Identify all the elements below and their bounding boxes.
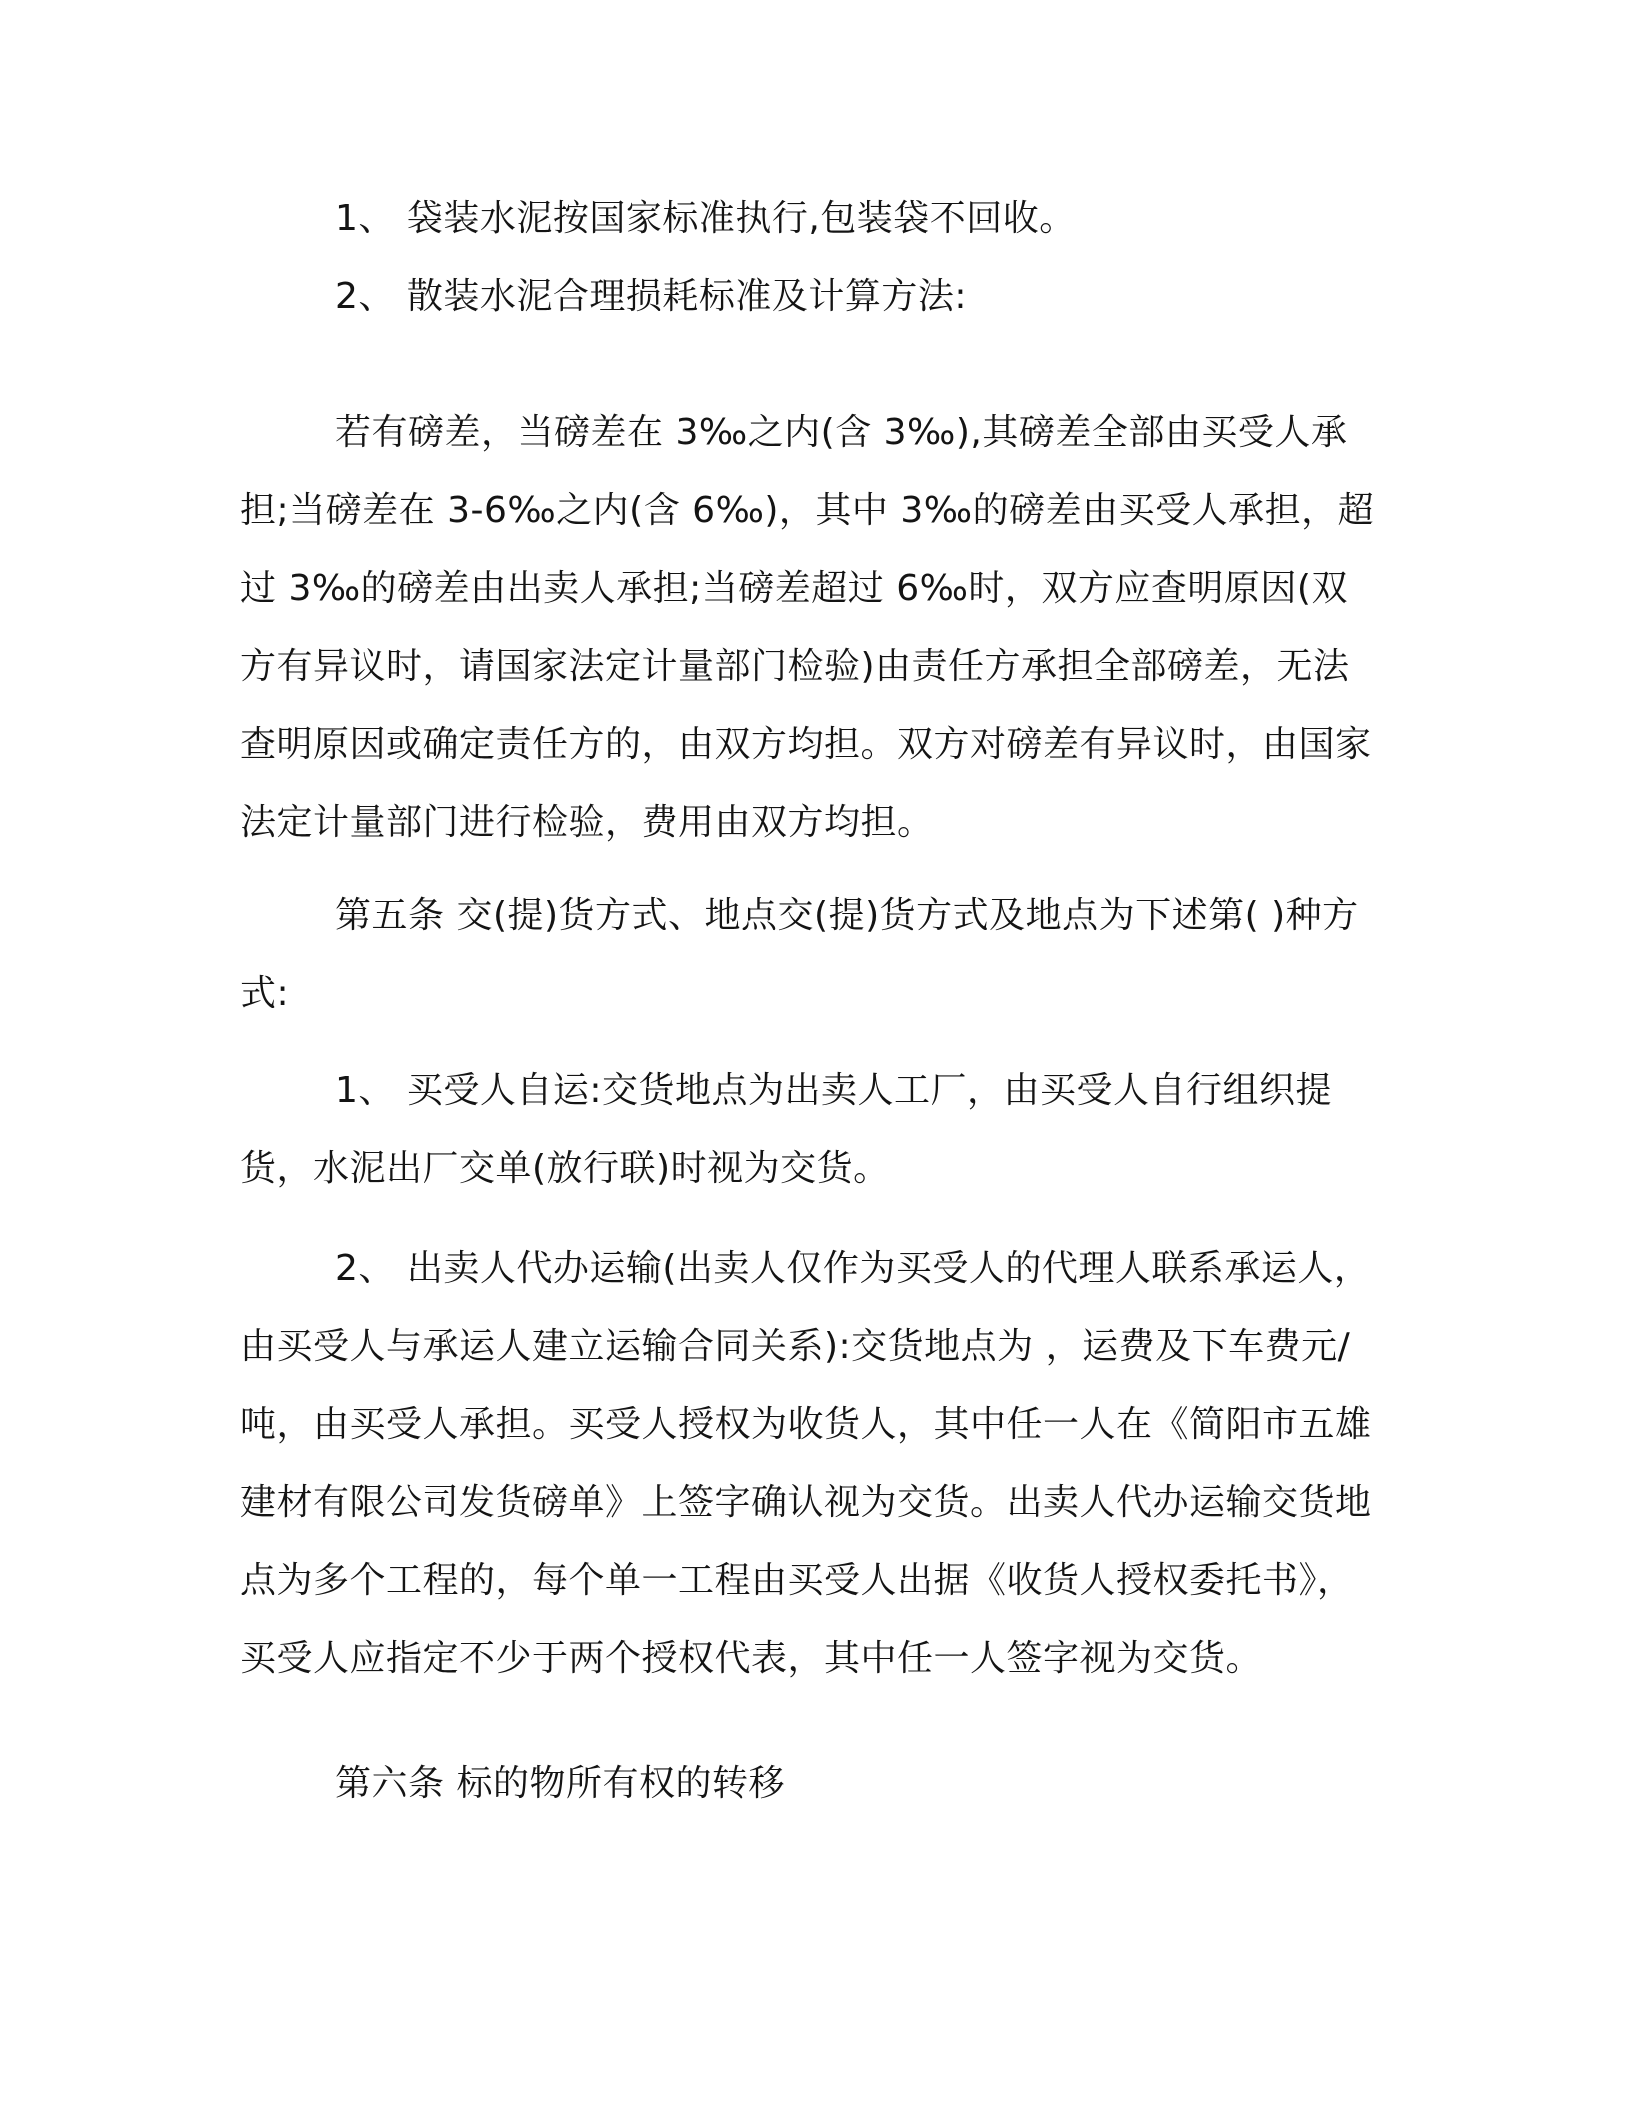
paragraph-seller-agent-transport: 2、 出卖人代办运输(出卖人仅作为买受人的代理人联系承运人，由买受人与承运人建立运输合同关系):交货地点为 ，运费及下车费元/吨，由买受人承担。买受人授权为收货人，其中任一人在《简阳市五雄建材有限公司发货磅单》上签字确认视为交货。出卖人代办运输交货地点为多个工程的，每个单一工程由买受人出据《收货人授权委托书》，买受人应指定不少于两个授权代表，其中任一人签字视为交货。: [240, 1248, 1372, 1679]
paragraph-weight-difference: 若有磅差，当磅差在 3‰之内(含 3‰),其磅差全部由买受人承担;当磅差在 3-6‰之内(含 6‰)，其中 3‰的磅差由买受人承担，超过 3‰的磅差由出卖人承担;当磅差超过 6‰时，双方应查明原因(双方有异议时，请国家法定计量部门检验)由责任方承担全部磅差，无法查明原因或确定责任方的，由双方均担。双方对磅差有异议时，由国家法定计量部门进行检验，费用由双方均担。: [240, 412, 1375, 843]
paragraph-buyer-self-transport: 1、 买受人自运:交货地点为出卖人工厂，由买受人自行组织提货，水泥出厂交单(放行联)时视为交货。: [240, 1070, 1332, 1189]
paragraph-article-six-heading: 第六条 标的物所有权的转移: [335, 1763, 785, 1804]
paragraph-article-five-heading: 第五条 交(提)货方式、地点交(提)货方式及地点为下述第( )种方式:: [240, 895, 1359, 1014]
paragraph-bagged-cement: 1、 袋装水泥按国家标准执行,包装袋不回收。: [335, 198, 1076, 239]
paragraph-bulk-cement-loss: 2、 散装水泥合理损耗标准及计算方法:: [335, 276, 967, 317]
